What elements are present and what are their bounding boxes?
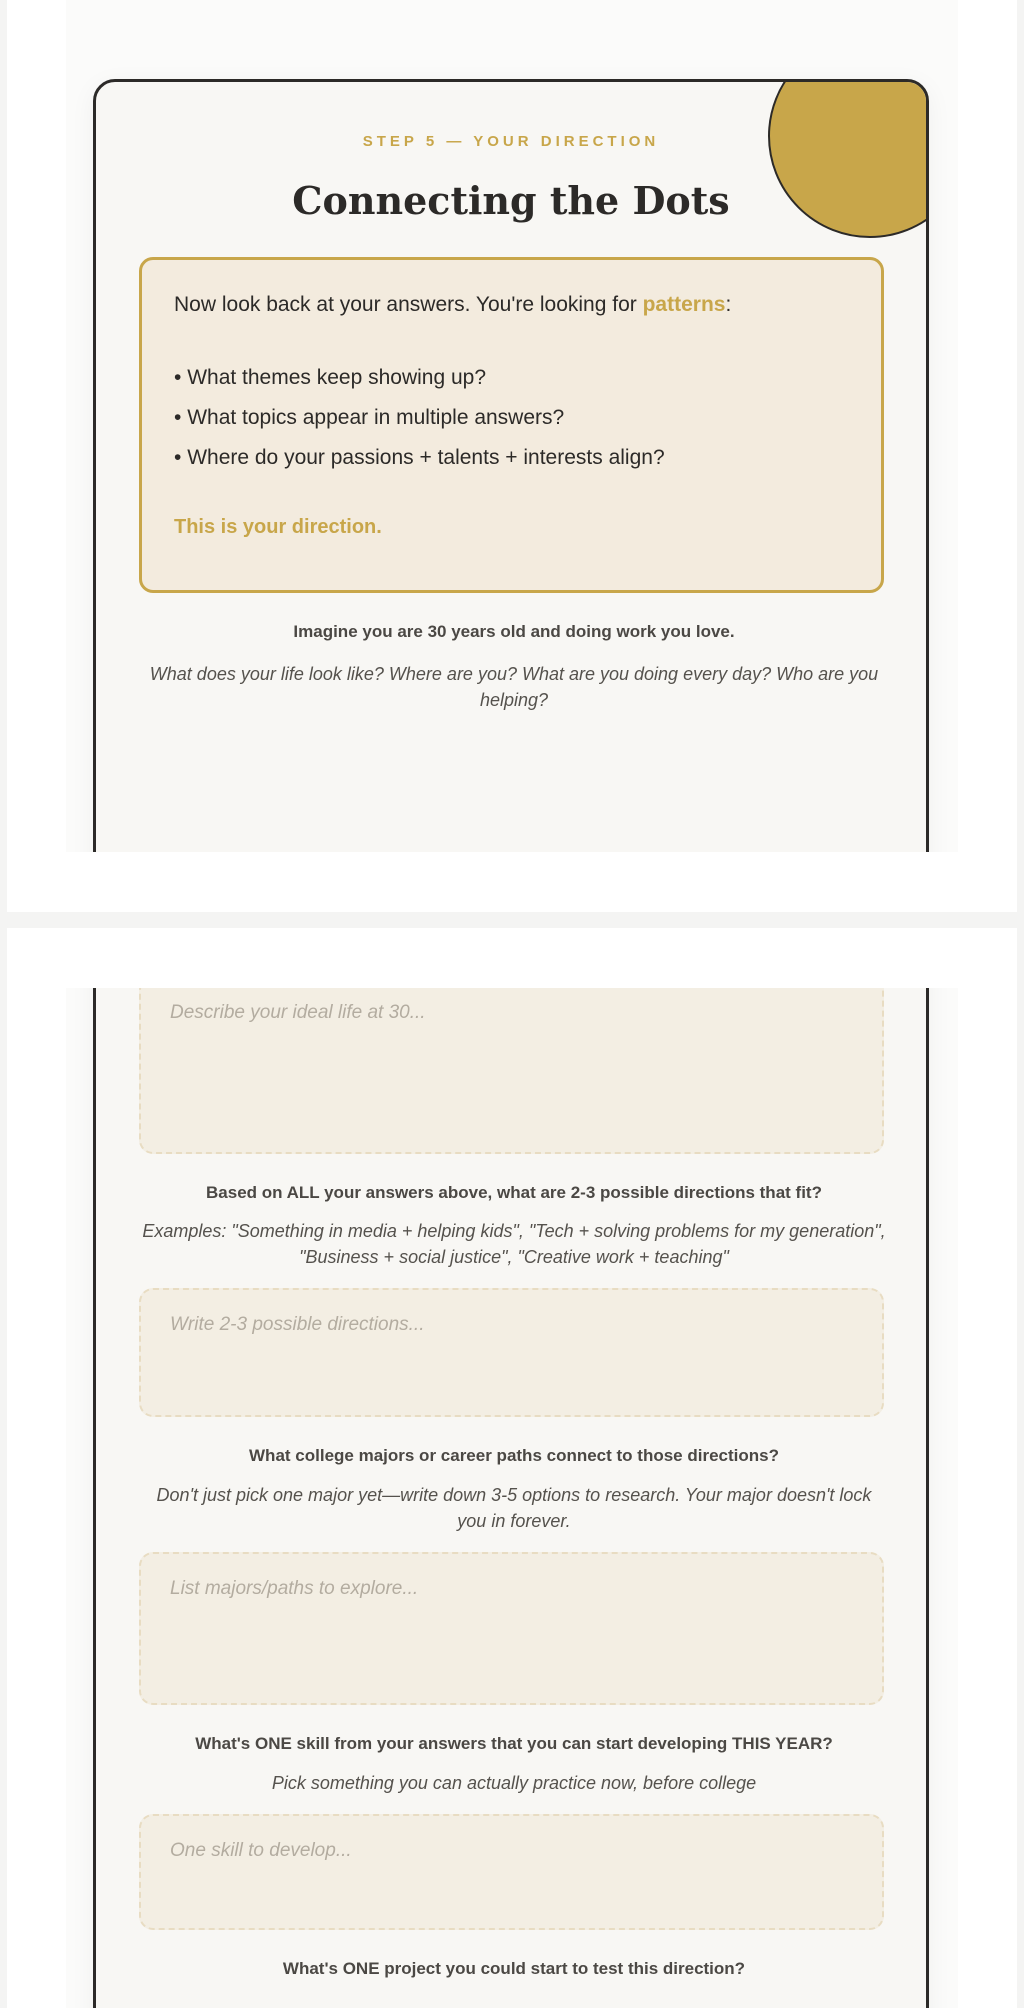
prompt-hint: Don't just pick one major yet—write down 3-5 options to research. Your major doesn't lock you in forever. bbox=[156, 1485, 872, 1531]
prompt-question: Imagine you are 30 years old and doing work you love. bbox=[293, 622, 735, 641]
prompt-question: Based on ALL your answers above, what are 2-3 possible directions that fit? bbox=[206, 1183, 822, 1202]
pattern-question: • What themes keep showing up? bbox=[174, 358, 849, 398]
prompt-question: What's ONE skill from your answers that you can start developing THIS YEAR? bbox=[195, 1734, 833, 1753]
prompt-hint: Pick something you can actually practice now, before college bbox=[271, 1773, 757, 1793]
step-label: STEP 5 — YOUR DIRECTION bbox=[362, 133, 660, 150]
majors-input[interactable] bbox=[139, 1552, 884, 1705]
callout-outro: This is your direction. bbox=[174, 516, 382, 538]
ideal-life-input[interactable] bbox=[139, 988, 884, 1154]
skill-input[interactable] bbox=[139, 1814, 884, 1930]
callout-intro-end: : bbox=[725, 293, 732, 316]
callout-intro bbox=[174, 290, 849, 320]
step-card bbox=[93, 79, 929, 852]
prompt-hint: Examples: "Something in media + helping kids", "Tech + solving problems for my generation", "Business + social justice", "Creative work + teaching" bbox=[142, 1221, 886, 1267]
pattern-question: • Where do your passions + talents + interests align? bbox=[174, 438, 849, 478]
prompt-hint: What does your life look like? Where are you? What are you doing every day? Who are you helping? bbox=[149, 664, 879, 710]
prompt-question: What's ONE project you could start to test this direction? bbox=[282, 1959, 746, 1978]
prompt-question: What college majors or career paths connect to those directions? bbox=[249, 1446, 779, 1465]
callout-intro-text: Now look back at your answers. You're looking for bbox=[174, 293, 643, 316]
card-viewport-bottom bbox=[66, 988, 958, 2008]
directions-input[interactable] bbox=[139, 1288, 884, 1417]
card-title: Connecting the Dots bbox=[292, 178, 730, 223]
pattern-questions bbox=[174, 358, 849, 478]
card-viewport-top bbox=[66, 0, 958, 852]
step-card-continued bbox=[93, 988, 929, 2008]
callout-highlight: patterns bbox=[642, 293, 726, 316]
patterns-callout bbox=[139, 257, 884, 593]
pattern-question: • What topics appear in multiple answers? bbox=[174, 398, 849, 438]
